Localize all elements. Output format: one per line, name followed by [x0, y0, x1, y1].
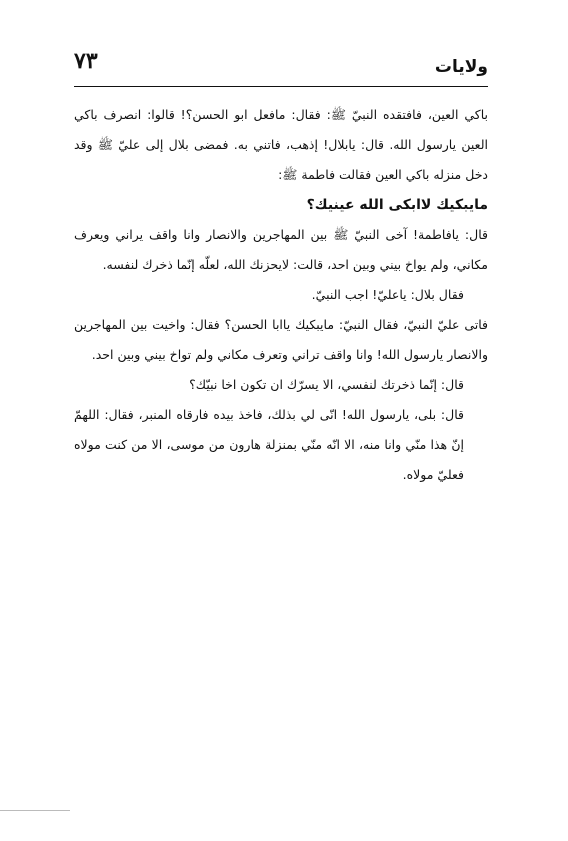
paragraph-6: قال: إنّما ذخرتك لنفسي، الا يسرّك ان تكون اخا نبيّك؟ — [189, 377, 464, 392]
header-rule — [74, 86, 488, 87]
page-number: ٧٣ — [74, 48, 98, 74]
paragraph-1: باكي العين، فافتقده النبيّ ﷺ: فقال: مافعل ابو الحسن؟! قالوا: انصرف باكي العين يارسول الله. قال: يابلال! إذهب، فاتني به. فمضى بلال إلى عليّ ﷺ وقد دخل منزله باكي العين فقالت فاطمة ﷺ: — [74, 107, 488, 182]
running-title: ولايات — [434, 57, 488, 77]
paragraph-5: فاتى عليّ النبيّ، فقال النبيّ: مايبكيك ياابا الحسن؟ فقال: واخيت بين المهاجرين والانصار يارسول الله! وانا واقف تراني وتعرف مكاني ولم تواخ بيني وبين احد. — [74, 317, 488, 362]
paragraph-7: قال: بلى، يارسول الله! انّى لي بذلك، فاخذ بيده فارقاه المنبر، فقال: اللهمّ إنّ هذا منّي وانا منه، الا انّه منّي بمنزلة هارون من موسى، الا من كنت مولاه فعليّ مولاه. — [74, 407, 464, 482]
footer-rule — [0, 810, 70, 811]
page-body — [74, 100, 488, 490]
paragraph-4: فقال بلال: ياعليّ! اجب النبيّ. — [311, 287, 464, 302]
page-header — [74, 48, 488, 88]
paragraph-3: قال: يافاطمة! آخى النبيّ ﷺ بين المهاجرين والانصار وانا واقف يراني ويعرف مكاني، ولم يواخ بيني وبين احد، قالت: لايحزنك الله، لعلّه إنّما ذخرك لنفسه. — [74, 227, 488, 272]
paragraph-2: مايبكيك لاابكى الله عينيك؟ — [306, 197, 488, 213]
